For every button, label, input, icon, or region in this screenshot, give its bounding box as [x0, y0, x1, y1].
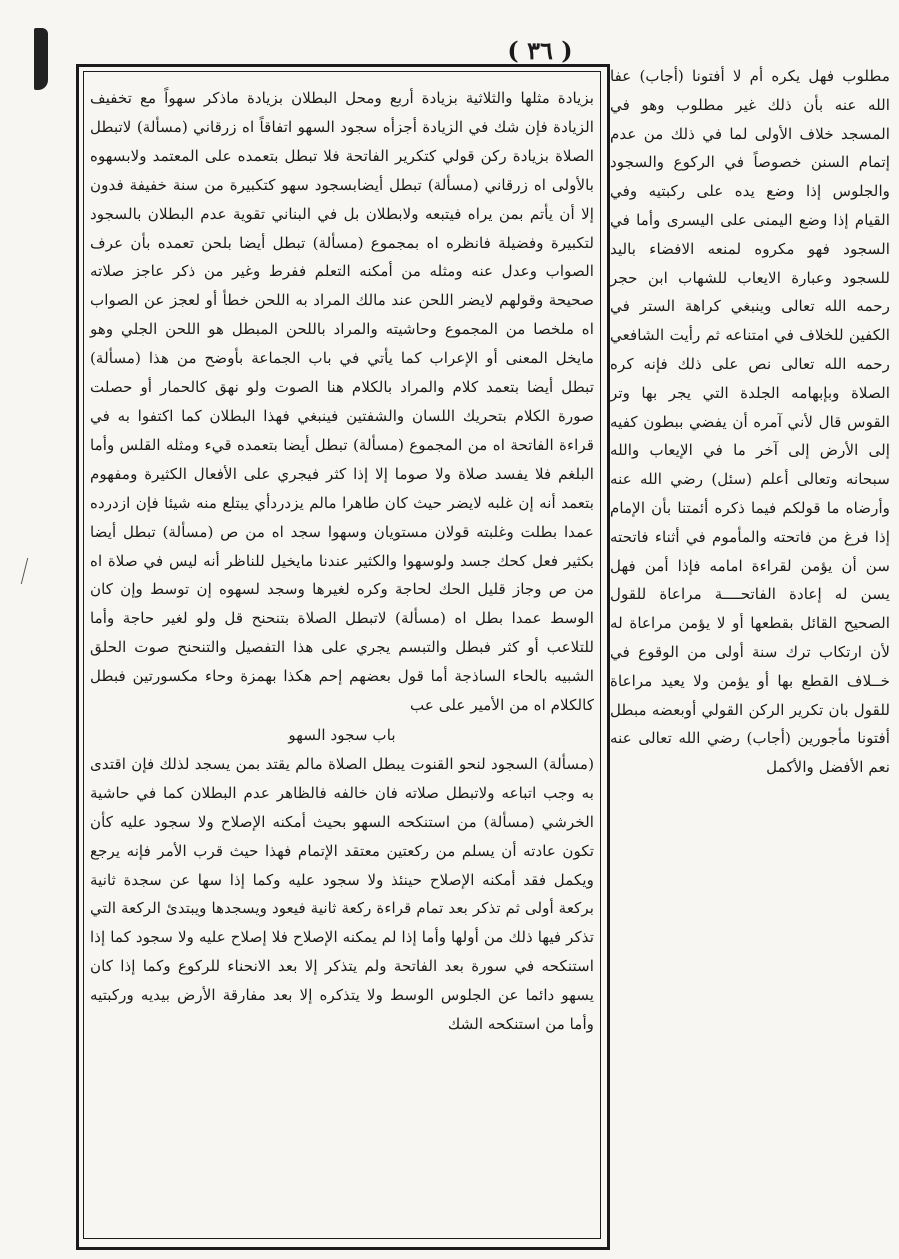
margin-paragraph: مطلوب فهل يكره أم لا أفتونا (أجاب) عفا الله عنه بأن ذلك غير مطلوب وهو في المسجد خلاف الأولى لما في ذلك من عدم إتمام السنن خصوصاً في الركوع والسجود والجلوس إذا وضع يده على ركبتيه وفي القيام إذا وضع اليمنى على اليسرى وأما في السجود فهو مكروه لمنعه الافضاء باليد للسجود وعبارة الايعاب للشهاب ابن حجر رحمه الله تعالى وينبغي كراهة الستر في الكفين للخلاف في امتناعه ثم رأيت الشافعي رحمه الله تعالى نص على ذلك فإنه كره الصلاة وبإبهامه الجلدة التي يجر بها وتر القوس قال لأني آمره أن يفضي ببطون كفيه إلى الأرض إلى آخر ما في الإيعاب والله سبحانه وتعالى أعلم (سئل) رضي الله عنه وأرضاه ما قولكم فيما ذكره أئمتنا بأن الإمام إذا فرغ من فاتحته والمأموم في أثناء فاتحته سن أن يؤمن لقراءة امامه فإذا أمن فهل يسن له إعادة الفاتحــــة مراعاة للقول الصحيح القائل بقطعها أو لا يؤمن مراعاة له لأن ارتكاب ترك سنة أولى من الوقوع في خــلاف القطع بها أو يؤمن ولا يعيد مراعاة للقول بان تكرير الركن القولي أوبعضه مبطل أفتونا مأجورين (أجاب) رضي الله تعالى عنه نعم الأفضل والأكمل — [610, 67, 890, 777]
scan-edge-mark — [34, 28, 48, 90]
page-number: ( ٣٦ ) — [507, 36, 573, 65]
margin-pencil-mark — [21, 558, 36, 584]
main-text-column — [90, 84, 594, 1039]
chapter-title: باب سجود السهو — [288, 725, 396, 744]
main-paragraph: بزيادة مثلها والثلاثية بزيادة أربع ومحل البطلان بزيادة ماذكر سهواً مع تخفيف الزيادة فإن شك في الزيادة أجزأه سجود السهو اتفاقاً اه زرقاني (مسألة) لاتبطل الصلاة بزيادة ركن قولي كتكرير الفاتحة فلا تبطل بتعمده على المعتمد ولابسهوه بالأولى اه زرقاني (مسألة) تبطل أيضابسجود سهو كتكبيرة من سنة خفيفة فدون إلا أن يأتم بمن يراه فيتبعه ولابطلان بل في البناني تقوية عدم البطلان بالسجود لتكبيرة وفضيلة فانظره اه بمجموع (مسألة) تبطل أيضا بلحن تعمده بأن عرف الصواب وعدل عنه ومثله من أمكنه التعلم ففرط وغير من ذكر عاجز صلاته صحيحة وقولهم لايضر اللحن عند مالك المراد به اللحن خطأ أو لعجز عن الصواب اه ملخصا من المجموع وحاشيته والمراد باللحن المبطل هو اللحن الجلي وهو مايخل المعنى أو الإعراب كما يأتي في باب الجماعة بأوضح من هذا (مسألة) تبطل أيضا بتعمد كلام والمراد بالكلام هنا الصوت ولو نهق كالحمار أو حصلت صورة الكلام بتحريك اللسان والشفتين فينبغي فهذا البطلان كما اكتفوا به في قراءة الفاتحة اه من المجموع (مسألة) تبطل أيضا بتعمده قيء ومثله القلس وأما البلغم فلا يفسد صلاة ولا صوما إلا إذا كثر فيجري على الأفعال الكثيرة ومفهوم بتعمد أنه إن غلبه لايضر حيث كان طاهرا مالم يزدردأي يبتلع منه شيئا فإن ازدرده عمدا بطلت وغلبته قولان مستويان وسهوا سجد اه من ص (مسألة) تبطل أيضا بكثير فعل كحك جسد ولوسهوا والكثير عندنا مايخيل للناظر أنه ليس في صلاة اه من ص وجاز قليل الحك لحاجة وكره لغيرها وسجد لسهوه إن توسط وإن كان الوسط عمدا بطل اه (مسألة) لاتبطل الصلاة بتنحنح قل ولو لغير حاجة وأما للتلاعب أو كثر فبطل والتبسم يجري على هذا التفصيل والتنحنح صوت الحلق الشبيه بالحاء الساذجة أما قول بعضهم إحم هكذا بهمزة وحاء مكسورتين فبطل كالكلام اه من الأمير على عب — [90, 89, 594, 715]
margin-commentary-column — [610, 62, 890, 782]
main-paragraph: (مسألة) السجود لنحو القنوت يبطل الصلاة مالم يقتد بمن يسجد لذلك فإن اقتدى به وجب اتباعه ولاتبطل صلاته فان خالفه فالظاهر عدم البطلان كما في حاشية الخرشي (مسألة) من استنكحه السهو بحيث أمكنه الإصلاح ولا سجود عليه كأن تكون عادته أن يسلم من ركعتين معتقد الإتمام فهذا حيث قرب الأمر فإنه يرجع ويكمل فقد أمكنه الإصلاح حينئذ ولا سجود عليه وكما إذا سها عن سجدة ثانية بركعة أولى ثم تذكر بعد تمام قراءة ركعة ثانية فيعود ويسجدها ويبتدئ الركعة التي تذكر فيها ذلك من أولها وأما إذا لم يمكنه الإصلاح فلا إصلاح عليه ولا سجود كما إذا استنكحه في سورة بعد الفاتحة ولم يتذكر إلا بعد الانحناء للركوع وكما إذا كان يسهو دائما عن الجلوس الوسط ولا يتذكره إلا بعد مفارقة الأرض بيديه وركبتيه وأما من استنكحه الشك — [90, 754, 594, 1034]
